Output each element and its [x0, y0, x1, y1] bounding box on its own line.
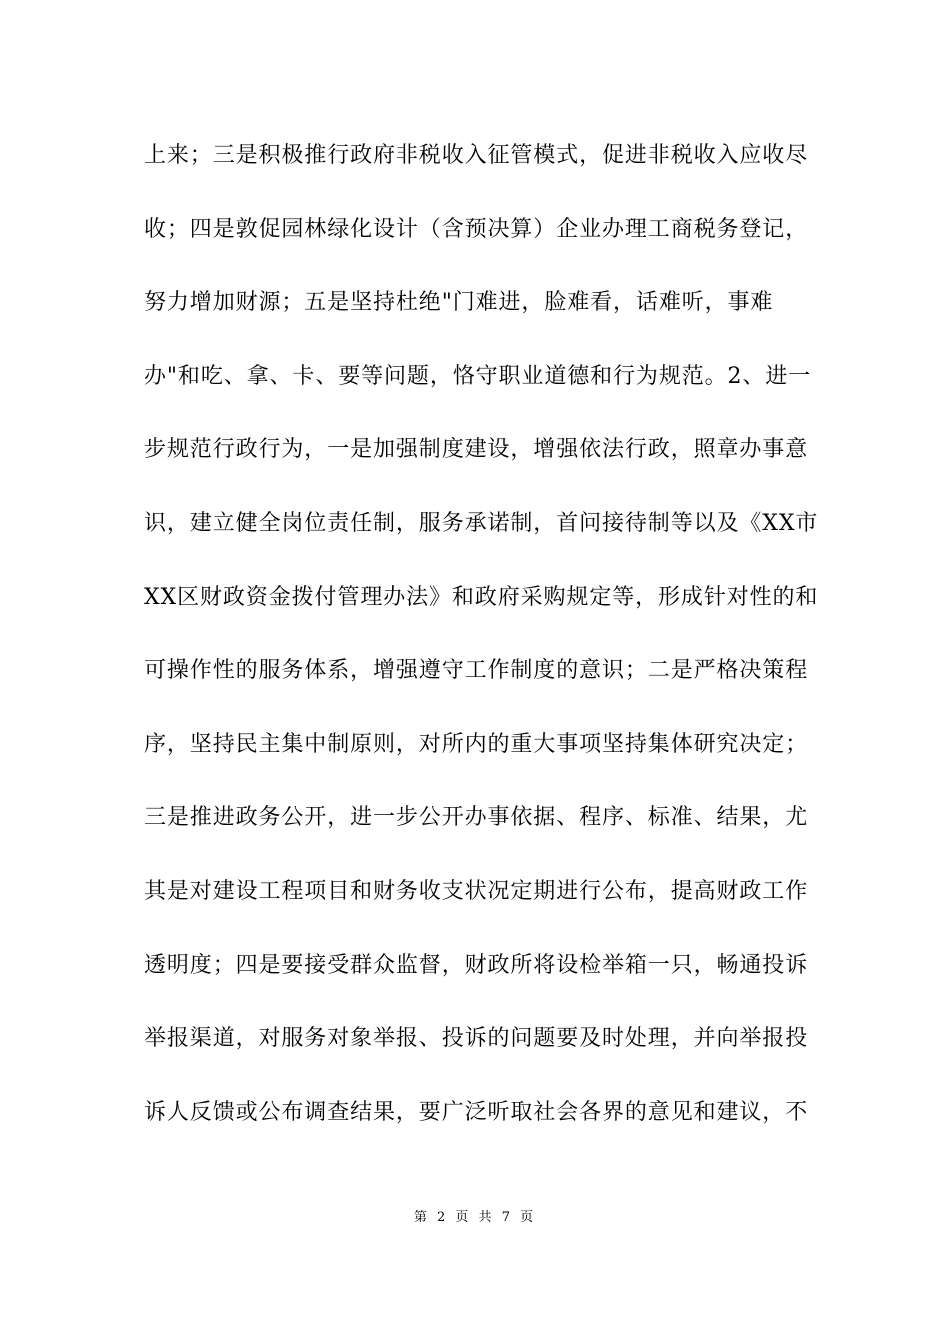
text-line: 可操作性的服务体系，增强遵守工作制度的意识；二是严格决策程: [144, 658, 809, 684]
text-line: 序，坚持民主集中制原则，对所内的重大事项坚持集体研究决定；: [144, 731, 809, 757]
text-line: 诉人反馈或公布调查结果，要广泛听取社会各界的意见和建议，不: [144, 1099, 809, 1125]
text-line: 步规范行政行为，一是加强制度建设，增强依法行政，照章办事意: [144, 437, 809, 463]
text-line: 透明度；四是要接受群众监督，财政所将设检举箱一只，畅通投诉: [144, 952, 809, 978]
text-line: 其是对建设工程项目和财务收支状况定期进行公布，提高财政工作: [144, 878, 809, 904]
text-line: 办"和吃、拿、卡、要等问题，恪守职业道德和行为规范。2、进一: [144, 363, 812, 389]
body-text: [144, 133, 819, 1163]
text-line: XX区财政资金拨付管理办法》和政府采购规定等，形成针对性的和: [144, 584, 819, 610]
text-line: 举报渠道，对服务对象举报、投诉的问题要及时处理，并向举报投: [144, 1026, 809, 1052]
text-line: 三是推进政务公开，进一步公开办事依据、程序、标准、结果，尤: [144, 805, 809, 831]
text-line: 上来；三是积极推行政府非税收入征管模式，促进非税收入应收尽: [144, 143, 809, 168]
page-number-footer: 第 2 页 共 7 页: [413, 1210, 537, 1225]
text-line: 努力增加财源；五是坚持杜绝"门难进，脸难看，话难听，事难: [144, 290, 774, 316]
text-line: 收；四是敦促园林绿化设计（含预决算）企业办理工商税务登记，: [144, 216, 809, 242]
text-line: 识，建立健全岗位责任制，服务承诺制，首问接待制等以及《XX市: [144, 510, 819, 536]
